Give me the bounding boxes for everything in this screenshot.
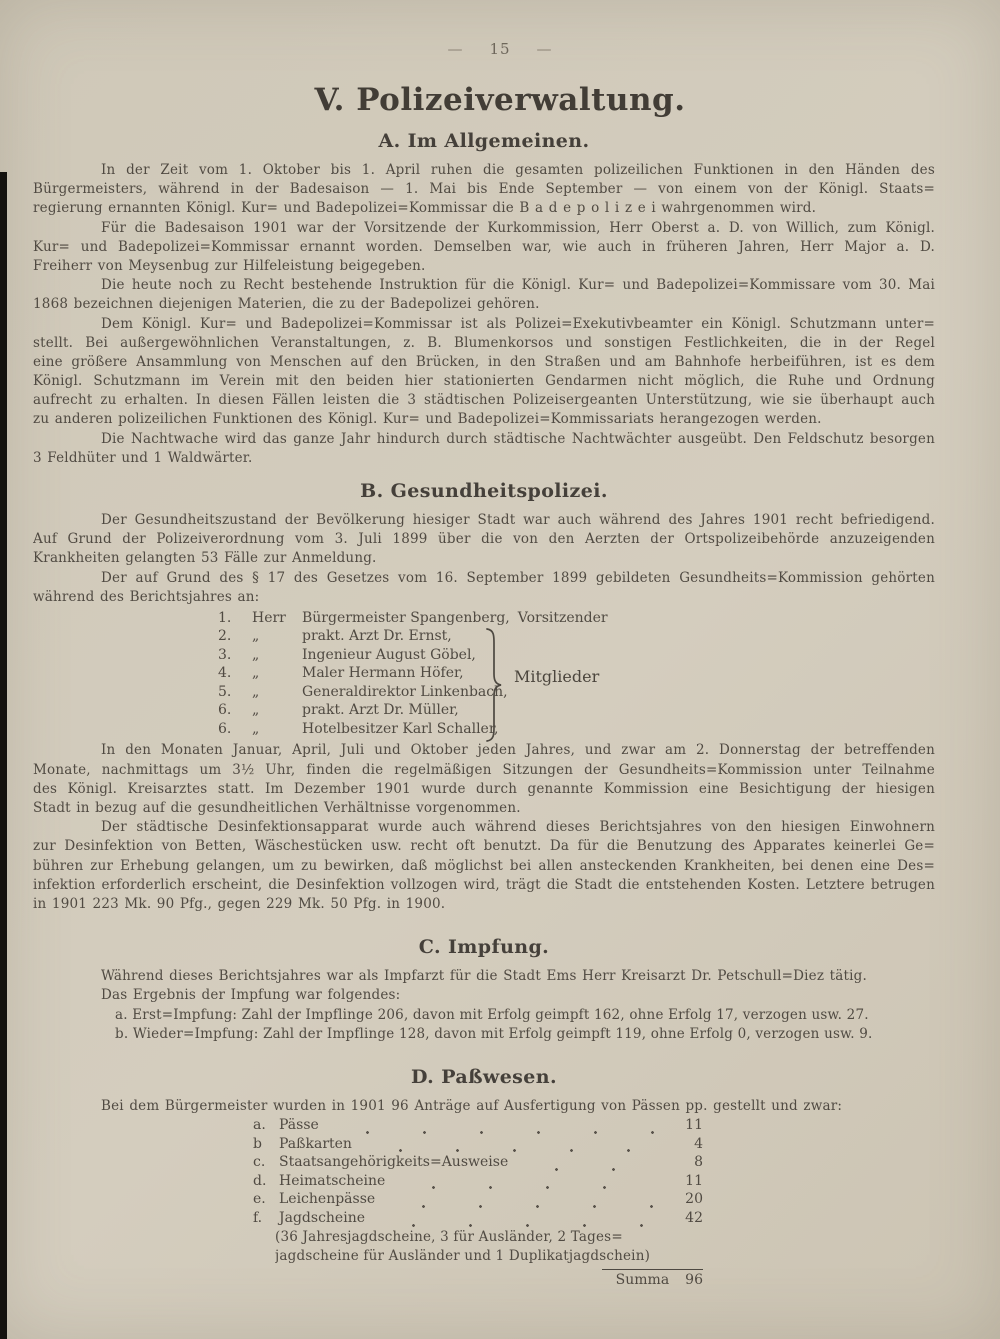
pass-row [253,1153,703,1172]
body-line: zur Desinfektion von Betten, Wäschestücken usw. recht oft benutzt. Da für die Benutzung des Apparates keinerlei Ge= [33,838,935,855]
member-role: Vorsitzender [517,609,608,626]
body-line: Freiherr von Meysenbug zur Hilfeleistung beigegeben. [33,257,426,274]
text-line: jagdscheine für Ausländer und 1 Duplikatjagdschein) [275,1247,651,1264]
member-number: 5. [218,683,232,700]
paragraph [33,986,935,1005]
paragraph [33,818,935,914]
pass-item-label: Staatsangehörigkeits=Ausweise [279,1154,509,1171]
paragraph [33,161,935,219]
text-line: a. Erst=Impfung: Zahl der Impflinge 206, davon mit Erfolg geimpft 162, ohne Erfolg 17, verzogen usw. 27. [115,1006,869,1023]
body-line: In der Zeit vom 1. Oktober bis 1. April ruhen die gesamten polizeilichen Funktionen in den Händen des [101,162,935,178]
body-line: Krankheiten gelangten 53 Fälle zur Anmeldung. [33,550,377,567]
body-line: aufrecht zu erhalten. In diesen Fällen leisten die 3 städtischen Polizeisergeanten Unterstützung, wie sie überhaupt auch [33,392,935,409]
body-line: Der städtische Desinfektionsapparat wurde auch während dieses Berichtsjahres von den hiesigen Einwohnern [101,819,935,836]
body-line: regierung ernannten Königl. Kur= und Badepolizei=Kommissar die B a d e p o l i z e i wahrgenommen wird. [33,200,817,217]
member-row [218,646,818,665]
body-line: Für die Badesaison 1901 war der Vorsitzende der Kurkommission, Herr Oberst a. D. von Willich, zum Königl. [101,219,935,236]
member-group-label: Mitglieder [514,666,600,686]
section-d-intro [33,1097,935,1116]
pass-item-value: 8 [694,1154,703,1171]
body-line: In den Monaten Januar, April, Juli und Oktober jeden Jahres, und zwar am 2. Donnerstag der betreffenden [101,742,935,759]
member-name: Generaldirektor Linkenbach, [302,683,508,700]
paragraph [33,276,935,314]
section-a-body [33,161,935,468]
member-ditto-mark: „ [252,665,260,682]
body-line: Monate, nachmittags um 3½ Uhr, finden die regelmäßigen Sitzungen der Gesundheits=Kommission unter Teilnahme [33,761,935,778]
member-number: 3. [218,646,232,663]
body-line: bühren zur Erhebung gelangen, um zu bewirken, daß möglichst bei allen ansteckenden Krankheiten, bei denen eine Des= [33,857,935,874]
member-name: Hotelbesitzer Karl Schaller, [302,720,499,737]
pass-item-letter: c. [253,1154,266,1171]
member-number: 4. [218,665,232,682]
body-line: während des Berichtsjahres an: [33,588,260,605]
body-line: Die heute noch zu Recht bestehende Instruktion für die Königl. Kur= und Badepolizei=Kommissare vom 30. Mai [101,277,935,294]
body-line: Der Gesundheitszustand der Bevölkerung hiesiger Stadt war auch während des Jahres 1901 recht befriedigend. [101,512,935,528]
member-number: 6. [218,702,232,719]
commission-member-list [218,607,818,742]
pass-item-label: Heimatscheine [279,1172,386,1189]
pass-note [253,1228,703,1266]
member-row [218,627,818,646]
pass-row [253,1135,703,1154]
pass-item-value: 42 [685,1210,703,1227]
body-line: 1868 bezeichnen diejenigen Materien, die zu der Badepolizei gehören. [33,296,540,313]
body-line: Bürgermeisters, während in der Badesaison — 1. Mai bis Ende September — von einem von der Königl. Staats= [33,181,935,198]
section-b-body-top [33,511,935,607]
body-line: Auf Grund der Polizeiverordnung vom 3. Juli 1899 über die von den Aerzten der Ortspolizeibehörde anzuzeigenden [33,531,935,548]
paragraph [33,511,935,569]
text-line: (36 Jahresjagdscheine, 3 für Ausländer, 2 Tages= [275,1228,623,1245]
page-number-dash-left: — [447,40,464,58]
dot-leader [333,1122,655,1135]
body-line: zu anderen polizeilichen Funktionen des Königl. Kur= und Badepolizei=Kommissariats herangezogen werden. [33,411,822,428]
body-line: Stadt in bezug auf die gesundheitlichen Verhältnisse vorgenommen. [33,800,521,816]
dot-leader [389,1196,655,1209]
pass-row [253,1209,703,1228]
member-row [218,609,818,628]
member-ditto-mark: Herr [252,609,286,626]
body-line: stellt. Bei außergewöhnlichen Veranstaltungen, z. B. Blumenkorsos und sonstigen Festlichkeiten, die in der Regel [33,334,935,351]
page-number-value: 15 [489,40,511,58]
section-b-heading: B. Gesundheitspolizei. [360,480,608,502]
body-line: des Königl. Kreisarztes statt. Im Dezember 1901 wurde durch genannte Kommission eine Besichtigung der hiesigen [33,780,935,797]
paragraph [33,569,935,607]
member-ditto-mark: „ [252,628,260,645]
body-line: Während dieses Berichtsjahres war als Impfarzt für die Stadt Ems Herr Kreisarzt Dr. Petschull=Diez tätig. [101,968,867,985]
section-c-body [33,967,935,1005]
pass-item-letter: e. [253,1191,266,1208]
pass-item-label: Jagdscheine [279,1210,365,1227]
member-ditto-mark: „ [252,646,260,663]
summa-row [253,1269,703,1288]
body-line: infektion erforderlich erscheint, die Desinfektion vollzogen wird, trägt die Stadt die entstehenden Kosten. Letztere betrugen [33,876,935,893]
section-c-heading: C. Impfung. [418,936,550,959]
body-line: Dem Königl. Kur= und Badepolizei=Kommissar ist als Polizei=Exekutivbeamter ein Königl. Schutzmann unter= [101,315,935,332]
body-line: Das Ergebnis der Impfung war folgendes: [101,987,401,1004]
paragraph [33,315,935,430]
summa-value: 96 [685,1272,703,1288]
pass-item-value: 4 [694,1135,703,1152]
page-number-dash-right: — [536,40,553,58]
paragraph [33,219,935,277]
member-row [218,720,818,739]
paragraph [33,967,935,986]
dot-leader [366,1140,655,1153]
body-line: Der auf Grund des § 17 des Gesetzes vom 16. September 1899 gebildeten Gesundheits=Kommission gehörten [101,569,935,586]
pass-item-value: 11 [685,1117,703,1134]
member-name: Ingenieur August Göbel, [302,646,476,663]
body-line: Kur= und Badepolizei=Kommissar ernannt worden. Demselben war, wie auch in früheren Jahren, Herr Major a. D. [33,238,935,255]
dot-leader [522,1159,655,1172]
vaccination-results [33,1006,935,1044]
body-line: in 1901 223 Mk. 90 Pfg., gegen 229 Mk. 50 Pfg. in 1900. [33,895,446,912]
pass-item-letter: b [253,1135,262,1152]
pass-row [253,1190,703,1209]
text-line: b. Wieder=Impfung: Zahl der Impflinge 128, davon mit Erfolg geimpft 119, ohne Erfolg 0, verzogen usw. 9. [115,1025,873,1042]
section-b-body-bottom [33,741,935,914]
body-line: 3 Feldhüter und 1 Waldwärter. [33,449,253,466]
pass-item-label: Pässe [279,1117,319,1134]
member-ditto-mark: „ [252,702,260,719]
body-line: Königl. Schutzmann im Verein mit den beiden hier stationierten Gendarmen nicht möglich, die Ruhe und Ordnung [33,373,935,390]
paragraph [33,430,935,468]
pass-item-label: Paßkarten [279,1135,352,1152]
paragraph [33,1097,935,1116]
member-row [218,701,818,720]
member-number: 2. [218,628,232,645]
member-number: 6. [218,720,232,737]
pass-item-letter: d. [253,1172,267,1189]
pass-table [253,1116,703,1288]
pass-row [253,1172,703,1191]
page-number [0,0,1000,58]
pass-item-letter: a. [253,1117,266,1134]
member-name: prakt. Arzt Dr. Müller, [302,702,459,719]
member-ditto-mark: „ [252,720,260,737]
section-a-heading: A. Im Allgemeinen. [378,130,590,152]
member-ditto-mark: „ [252,683,260,700]
pass-rows [253,1116,703,1228]
body-line: Bei dem Bürgermeister wurden in 1901 96 Anträge auf Ausfertigung von Pässen pp. gestellt und zwar: [101,1097,843,1114]
member-number: 1. [218,609,232,626]
pass-row [253,1116,703,1135]
pass-item-label: Leichenpässe [279,1191,376,1208]
document-content [33,130,935,1288]
document-title: V. Polizeiverwaltung. [314,82,686,118]
summa [602,1269,703,1288]
member-name: Bürgermeister Spangenberg, [302,609,510,626]
dot-leader [379,1215,655,1228]
paragraph [33,741,935,818]
pass-item-value: 11 [685,1172,703,1189]
brace-icon [486,628,502,742]
body-line: Die Nachtwache wird das ganze Jahr hindurch durch städtische Nachtwächter ausgeübt. Den Feldschutz besorgen [101,430,935,447]
member-name: prakt. Arzt Dr. Ernst, [302,628,452,645]
pass-item-value: 20 [685,1191,703,1208]
member-name: Maler Hermann Höfer, [302,665,464,682]
summa-label: Summa [615,1272,670,1288]
body-line: eine größere Ansammlung von Menschen auf den Brücken, in den Straßen und am Bahnhofe herbeiführen, ist es dem [33,353,935,370]
section-d-heading: D. Paßwesen. [410,1065,557,1088]
pass-item-letter: f. [253,1210,263,1227]
scan-edge-strip [0,172,7,1339]
dot-leader [399,1177,655,1190]
